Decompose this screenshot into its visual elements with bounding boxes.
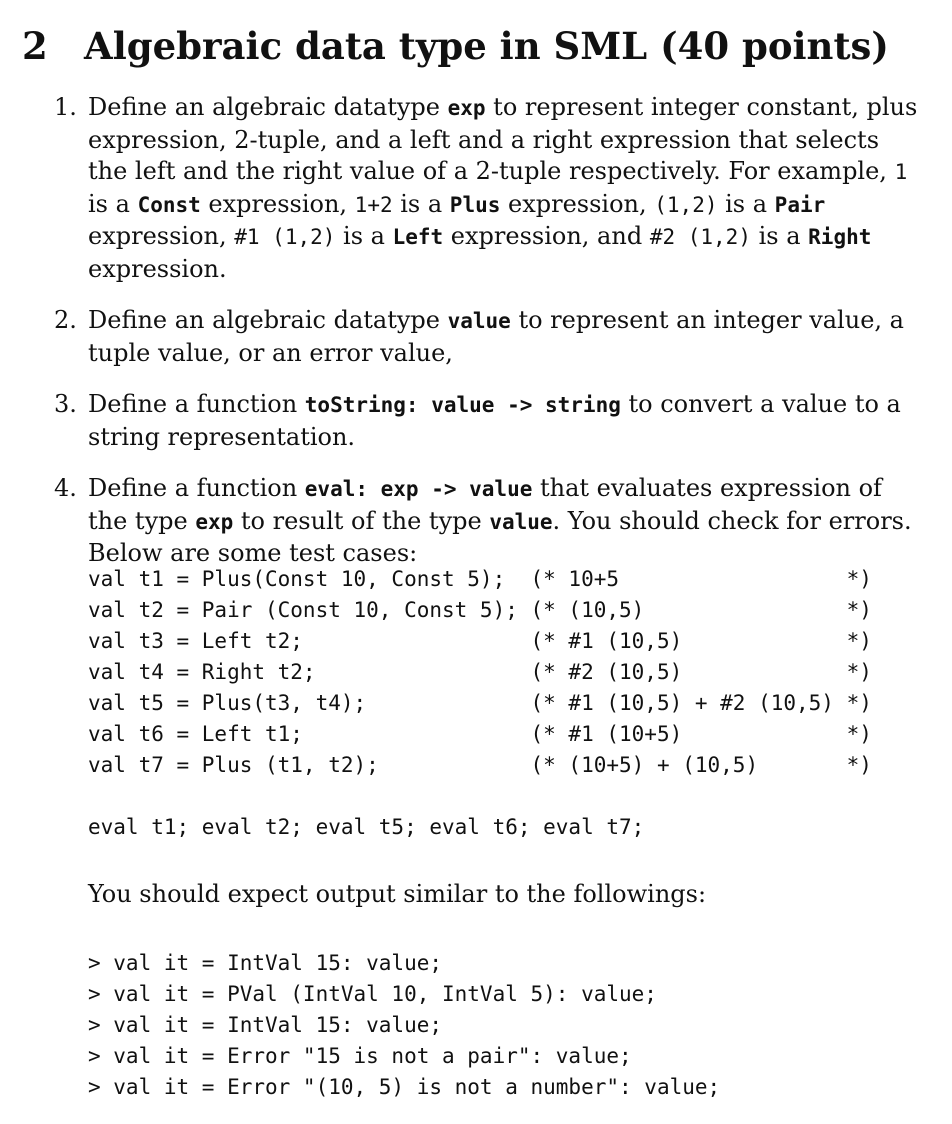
code-line: val t4 = Right t2; (* #2 (10,5) *) [88,660,872,684]
item-text: Define a function toString: value -> string to convert a value to a string representation. [88,390,901,451]
output-line: > val it = IntVal 15: value; [88,1013,443,1037]
task-item [54,92,922,285]
code-line: val t6 = Left t1; (* #1 (10+5) *) [88,722,872,746]
item-number: 2. [54,306,77,334]
code-line: eval t1; eval t2; eval t5; eval t6; eval t7; [88,815,645,839]
code-line: val t5 = Plus(t3, t4); (* #1 (10,5) + #2 (10,5) *) [88,691,872,715]
output-line: > val it = Error "15 is not a pair": value; [88,1044,632,1068]
task-item [54,305,922,369]
item-text: Define a function eval: exp -> value that evaluates expression of the type exp to result of the type value. You should check for errors. Below are some test cases: [88,474,912,567]
task-list [54,92,922,590]
item-number: 4. [54,474,77,502]
section-heading [22,24,889,68]
code-line: val t1 = Plus(Const 10, Const 5); (* 10+5 *) [88,567,872,591]
expected-output-code [88,948,720,1103]
task-item [54,389,922,453]
test-cases-code [88,564,872,781]
output-line: > val it = Error "(10, 5) is not a number": value; [88,1075,721,1099]
code-line: val t7 = Plus (t1, t2); (* (10+5) + (10,5) *) [88,753,872,777]
item-number: 1. [54,93,77,121]
eval-code [88,812,644,843]
section-number: 2 [22,24,48,68]
task-item [54,473,922,570]
output-line: > val it = IntVal 15: value; [88,951,443,975]
section-title: Algebraic data type in SML (40 points) [84,24,889,68]
item-number: 3. [54,390,77,418]
item-text: Define an algebraic datatype value to represent an integer value, a tuple value, or an error value, [88,306,904,367]
expect-text: You should expect output similar to the followings: [88,880,707,908]
output-line: > val it = PVal (IntVal 10, IntVal 5): value; [88,982,657,1006]
code-line: val t3 = Left t2; (* #1 (10,5) *) [88,629,872,653]
code-line: val t2 = Pair (Const 10, Const 5); (* (10,5) *) [88,598,872,622]
item-text: Define an algebraic datatype exp to represent integer constant, plus expression, 2-tuple, and a left and a right expression that selects the left and the right value of a 2-tuple respectively. For example, 1 is a Const expression, 1+2 is a Plus expression, (1,2) is a Pair expression, #1 (1,2) is a Left expression, and #2 (1,2) is a Right expression. [88,93,918,283]
